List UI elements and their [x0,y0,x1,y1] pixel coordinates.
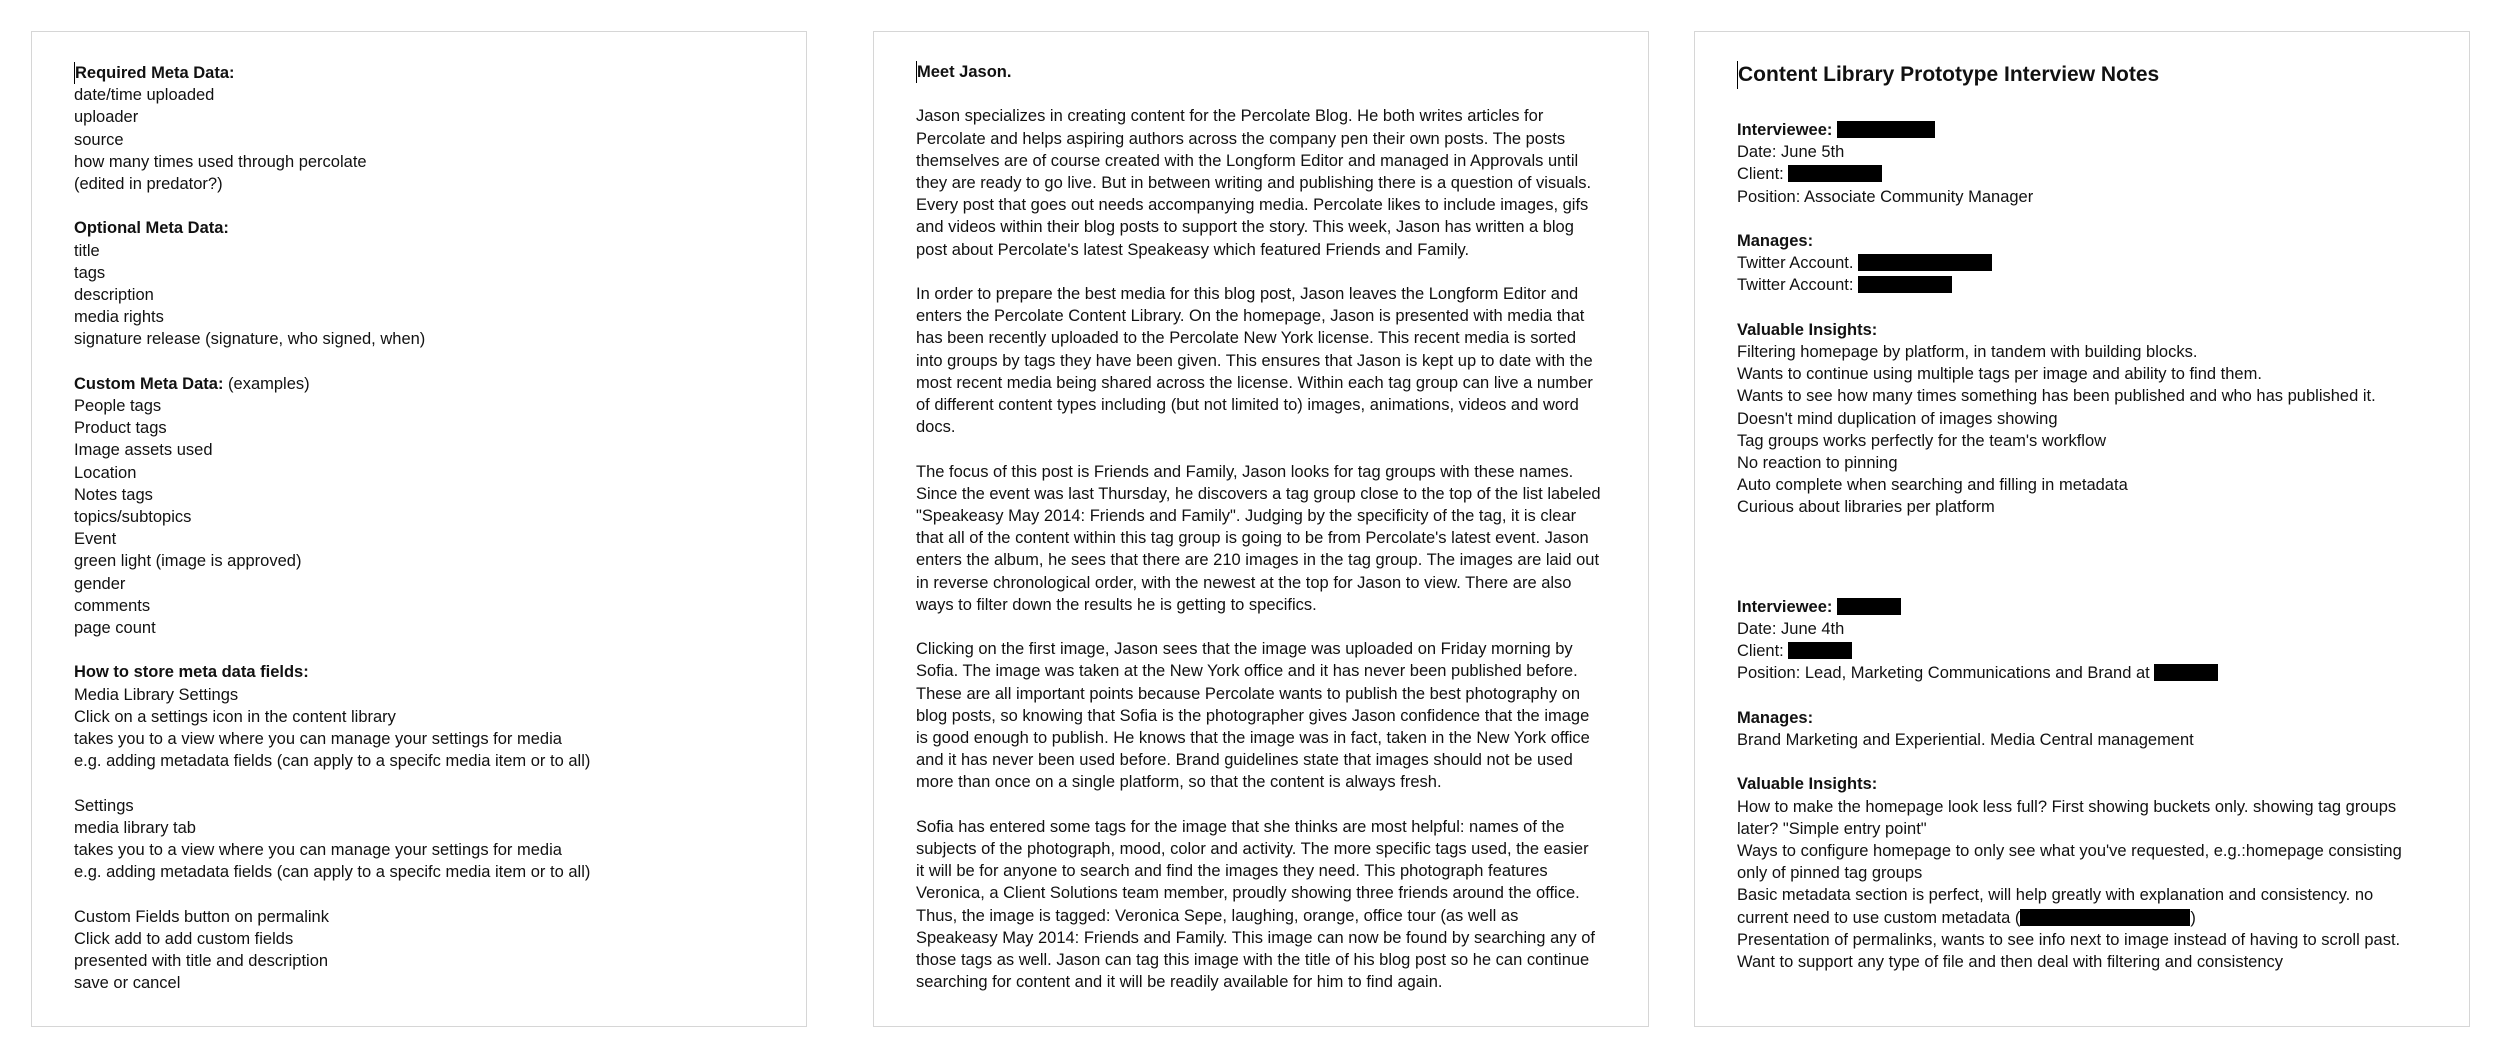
required-heading: Required Meta Data: [74,62,764,84]
text-line: has been recently uploaded to the Percolate New York license. This recent media is sorted [916,329,1577,348]
manages-heading-2: Manages: [1737,708,1814,727]
redaction-bar [1858,276,1952,293]
insights-list-2a [1737,796,2427,907]
position-line-2 [1737,662,2427,684]
text-line: e.g. adding metadata fields (can apply to a specifc media item or to all) [74,863,591,882]
text-line: takes you to a view where you can manage your settings for media [74,730,562,749]
insight-text: ) [2190,908,2196,927]
store-block-3 [74,906,764,995]
text-line: Doesn't mind duplication of images showing [1737,409,2058,428]
custom-heading-suffix: (examples) [223,374,310,393]
text-line: title [74,241,100,260]
document-page-metadata [31,31,807,1027]
client-line-2 [1737,640,2427,662]
text-line: only of pinned tag groups [1737,864,1923,883]
text-line: Sofia. The image was taken at the New York office and it has never been published before. [916,662,1578,681]
insight-text: current need to use custom metadata ( [1737,908,2021,927]
text-line: it will be for anyone to search and find the images they need. This photograph features [916,862,1548,881]
story-paragraph [916,105,1606,260]
text-line: takes you to a view where you can manage your settings for media [74,841,562,860]
store-block-1 [74,684,764,773]
text-line: Speakeasy May 2014: Friends and Family. This image can now be found by searching any of [916,928,1596,947]
text-line: Clicking on the first image, Jason sees that the image was uploaded on Friday morning by [916,640,1573,659]
text-line: how many times used through percolate [74,152,367,171]
text-line: Veronica, a Client Solutions team member, proudly showing three friends around the office. [916,884,1580,903]
text-line: gender [74,574,126,593]
text-line: The focus of this post is Friends and Family, Jason looks for tag groups with these names. [916,462,1574,481]
client-label: Client: [1737,642,1784,661]
text-line: themselves are of course created with the Longform Editor and managed in Approvals until [916,151,1579,170]
store-block-2 [74,795,764,884]
insights-list-2c [1737,929,2427,973]
text-line: Since the event was last Thursday, he discovers a tag group close to the top of the list labeled [916,484,1601,503]
text-line: "Speakeasy May 2014: Friends and Family". Judging by the specificity of the tag, it is clear [916,507,1577,526]
text-line: Media Library Settings [74,685,239,704]
redaction-bar [1837,598,1901,615]
text-line: Location [74,463,137,482]
text-line: presented with title and description [74,952,329,971]
interviewee-label: Interviewee: [1737,121,1833,139]
text-line: ways to filter down the results he is getting to specifics. [916,595,1317,614]
text-line: Notes tags [74,485,153,504]
text-line: and videos within their blog posts to support the story. This week, Jason has written a blog [916,218,1574,237]
text-line: Want to support any type of file and then deal with filtering and consistency [1737,953,2284,972]
text-line: topics/subtopics [74,508,192,527]
text-line: enters the album, he sees that there are 210 images in the tag group. The images are laid out [916,551,1600,570]
text-line: Click add to add custom fields [74,929,294,948]
text-line: those tags as well. Jason can tag this image with the title of his blog post so he can continue [916,951,1590,970]
interview-date-1: Date: June 5th [1737,143,1845,162]
text-line: post about Percolate's latest Speakeasy which featured Friends and Family. [916,240,1470,259]
notes-title: Content Library Prototype Interview Notes [1737,61,2427,89]
text-line: subjects of the photograph, mood, color and activity. The more specific tags used, the easier [916,840,1589,859]
insights-list-1 [1737,341,2427,519]
text-line: date/time uploaded [74,86,215,105]
text-line: Event [74,530,117,549]
manages-heading-1: Manages: [1737,232,1814,250]
document-page-interview-notes [1694,31,2470,1027]
text-line: In order to prepare the best media for this blog post, Jason leaves the Longform Editor and [916,285,1579,303]
insights-heading-2: Valuable Insights: [1737,775,1878,794]
redaction-bar [1858,254,1992,271]
text-line: description [74,286,154,305]
text-line: page count [74,619,156,638]
text-line: that all of the content within this tag group is going to be from Percolate's latest event. Jason [916,529,1589,548]
text-line: Settings [74,796,134,815]
text-line: of different content types including (but not limited to) images, animations, videos and word [916,396,1579,415]
text-line: more than once on a single platform, so that the content is always fresh. [916,773,1442,792]
text-line: No reaction to pinning [1737,454,1898,473]
redaction-bar [1788,165,1882,182]
text-line: searching for content and it will be readily available for him to find again. [916,973,1443,992]
redaction-bar [2020,909,2190,926]
text-line: and it has never been used before. Brand guidelines state that images should not be used [916,751,1573,770]
store-heading: How to store meta data fields: [74,663,309,682]
text-line: blog posts, so knowing that Sofia is the photographer gives Jason confidence that the image [916,706,1590,725]
text-line: green light (image is approved) [74,552,302,571]
client-line-1 [1737,163,2427,185]
text-line: media rights [74,308,164,327]
text-line: Ways to configure homepage to only see what you've requested, e.g.:homepage consisting [1737,842,2402,861]
insight-custom-metadata-line [1737,907,2427,929]
text-line: most recent media being shared across the license. Within each tag group can live a number [916,373,1593,392]
text-line: Presentation of permalinks, wants to see info next to image instead of having to scroll past. [1737,930,2401,949]
text-line: into groups by tags they have been given. This ensures that Jason is kept up to date with the [916,351,1593,370]
text-line: later? "Simple entry point" [1737,819,1927,838]
redaction-bar [1837,121,1935,138]
custom-heading-line [74,373,764,395]
text-line: Product tags [74,419,167,438]
text-line: tags [74,263,106,282]
text-line: Wants to continue using multiple tags per image and ability to find them. [1737,365,2262,384]
text-line: Every post that goes out needs accompanying media. Percolate likes to include images, gifs [916,196,1589,215]
interviewee-label: Interviewee: [1737,597,1833,616]
text-line: People tags [74,397,162,416]
interviewee-line-1 [1737,119,2427,141]
text-line: Custom Fields button on permalink [74,907,329,926]
text-line: enters the Percolate Content Library. On the homepage, Jason is presented with media that [916,307,1585,326]
insights-heading-1: Valuable Insights: [1737,320,1878,339]
text-line: Percolate and helps aspiring authors across the company pen their own posts. The posts [916,129,1566,148]
interview-date-2: Date: June 4th [1737,620,1845,639]
position-line-1: Position: Associate Community Manager [1737,187,2034,206]
text-line: How to make the homepage look less full? First showing buckets only. showing tag groups [1737,797,2397,816]
position-text: Position: Lead, Marketing Communications and Brand at [1737,664,2150,683]
required-list [74,84,764,195]
text-line: they are ready to go live. But in between writing and publishing there is a question of visuals. [916,174,1592,192]
twitter-account-line-1 [1737,252,2427,274]
text-line: e.g. adding metadata fields (can apply to a specifc media item or to all) [74,752,591,771]
redaction-bar [2154,664,2218,681]
text-line: docs. [916,418,956,437]
twitter-account-line-2 [1737,274,2427,296]
custom-list [74,395,764,639]
text-line: is good enough to publish. He knows that the image was in fact, taken in the New York office [916,729,1590,748]
redaction-bar [1788,642,1852,659]
text-line: media library tab [74,818,196,837]
text-line: comments [74,596,151,615]
text-line: Wants to see how many times something has been published and who has published it. [1737,387,2376,406]
text-line: Thus, the image is tagged: Veronica Sepe, laughing, orange, office tour (as well as [916,906,1519,925]
twitter-account-label: Twitter Account: [1737,276,1854,295]
story-paragraph [916,283,1606,438]
text-line: Auto complete when searching and filling in metadata [1737,476,2128,495]
text-line: Curious about libraries per platform [1737,498,1995,517]
text-line: Tag groups works perfectly for the team's workflow [1737,431,2107,450]
text-line: source [74,130,124,149]
optional-list [74,240,764,351]
custom-heading: Custom Meta Data: [74,374,224,393]
optional-heading: Optional Meta Data: [74,219,229,238]
manages-text-2: Brand Marketing and Experiential. Media Central management [1737,731,2194,750]
text-line: save or cancel [74,974,181,993]
story-paragraph [916,638,1606,793]
story-paragraph [916,461,1606,616]
document-page-meet-jason [873,31,1649,1027]
text-line: Jason specializes in creating content for the Percolate Blog. He both writes articles for [916,107,1544,126]
text-line: These are all important points because Percolate wants to publish the best photography on [916,684,1581,703]
story-paragraph [916,816,1606,994]
text-line: Basic metadata section is perfect, will help greatly with explanation and consistency. no [1737,886,2374,905]
twitter-account-label: Twitter Account. [1737,254,1854,273]
text-line: Filtering homepage by platform, in tandem with building blocks. [1737,343,2198,361]
text-line: (edited in predator?) [74,175,223,194]
text-line: in reverse chronological order, with the newest at the top for Jason to view. There are also [916,573,1572,592]
story-title: Meet Jason. [916,61,1606,83]
text-line: signature release (signature, who signed, when) [74,330,426,349]
text-line: Click on a settings icon in the content library [74,707,396,726]
client-label: Client: [1737,165,1784,184]
text-line: Image assets used [74,441,213,460]
text-line: Sofia has entered some tags for the image that she thinks are most helpful: names of the [916,817,1565,836]
interviewee-line-2 [1737,596,2427,618]
text-line: uploader [74,108,139,127]
